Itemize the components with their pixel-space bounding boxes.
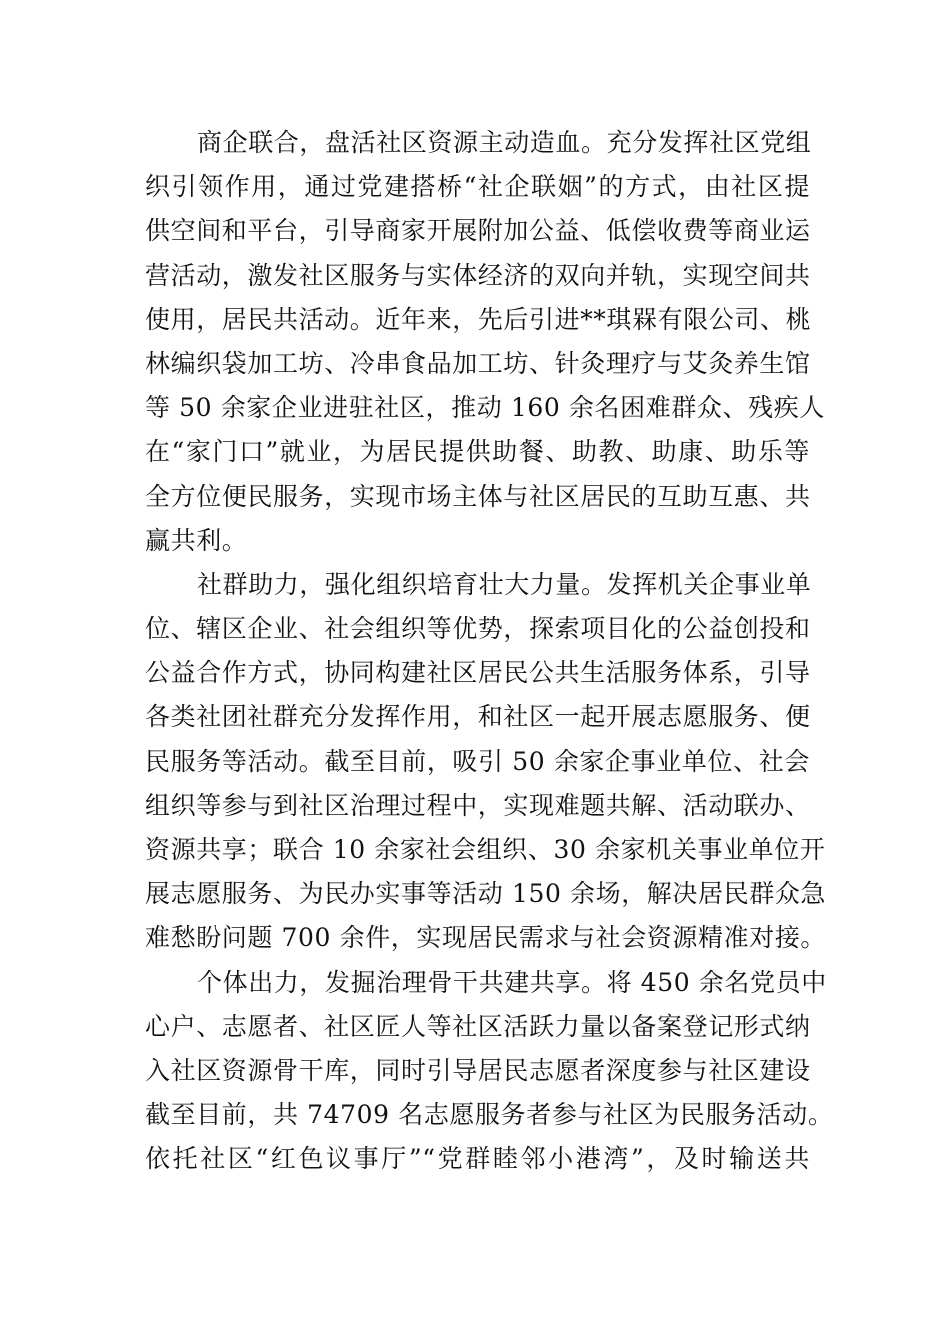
text-line: 营活动，激发社区服务与实体经济的双向并轨，实现空间共 [145,260,811,290]
text-line: 织引领作用，通过党建搭桥“社企联姻”的方式，由社区提 [145,172,810,202]
text-line: 供空间和平台，引导商家开展附加公益、低偿收费等商业运 [145,216,811,246]
text-line: 使用，居民共活动。近年来，先后引进**琪槑有限公司、桃 [145,304,812,334]
text-line: 商企联合，盘活社区资源主动造血。充分发挥社区党组 [197,128,812,157]
text-line: 展志愿服务、为民办实事等活动 150 余场，解决居民群众急 [145,879,827,909]
text-line: 各类社团社群充分发挥作用，和社区一起开展志愿服务、便 [145,702,811,732]
paragraph-community-groups [145,563,827,961]
text-line: 赢共利。 [145,525,248,555]
paragraph-merchant-enterprise [145,121,825,563]
text-line: 依托社区“红色议事厅”“党群睦邻小港湾”，及时输送共 [145,1144,810,1174]
text-line: 入社区资源骨干库，同时引导居民志愿者深度参与社区建设 [145,1055,811,1085]
text-line: 个体出力，发掘治理骨干共建共享。将 450 余名党员中 [197,967,827,997]
document-body [145,121,834,1182]
text-line: 位、辖区企业、社会组织等优势，探索项目化的公益创投和 [145,614,811,644]
text-line: 心户、志愿者、社区匠人等社区活跃力量以备案登记形式纳 [145,1011,811,1041]
text-line: 全方位便民服务，实现市场主体与社区居民的互助互惠、共 [145,481,811,511]
text-line: 难愁盼问题 700 余件，实现居民需求与社会资源精准对接。 [145,923,827,953]
text-line: 等 50 余家企业进驻社区，推动 160 余名困难群众、残疾人 [145,393,825,423]
text-line: 林编织袋加工坊、冷串食品加工坊、针灸理疗与艾灸养生馆 [145,348,811,378]
text-line: 社群助力，强化组织培育壮大力量。发挥机关企事业单 [197,569,812,599]
text-line: 公益合作方式，协同构建社区居民公共生活服务体系，引导 [145,658,811,688]
paragraph-individual-effort [145,961,834,1182]
text-line: 截至目前，共 74709 名志愿服务者参与社区为民服务活动。 [145,1100,834,1130]
text-line: 组织等参与到社区治理过程中，实现难题共解、活动联办、 [145,790,811,820]
text-line: 资源共享；联合 10 余家社会组织、30 余家机关事业单位开 [145,835,826,864]
text-line: 民服务等活动。截至目前，吸引 50 余家企事业单位、社会 [145,746,810,776]
text-line: 在“家门口”就业，为居民提供助餐、助教、助康、助乐等 [145,437,810,467]
